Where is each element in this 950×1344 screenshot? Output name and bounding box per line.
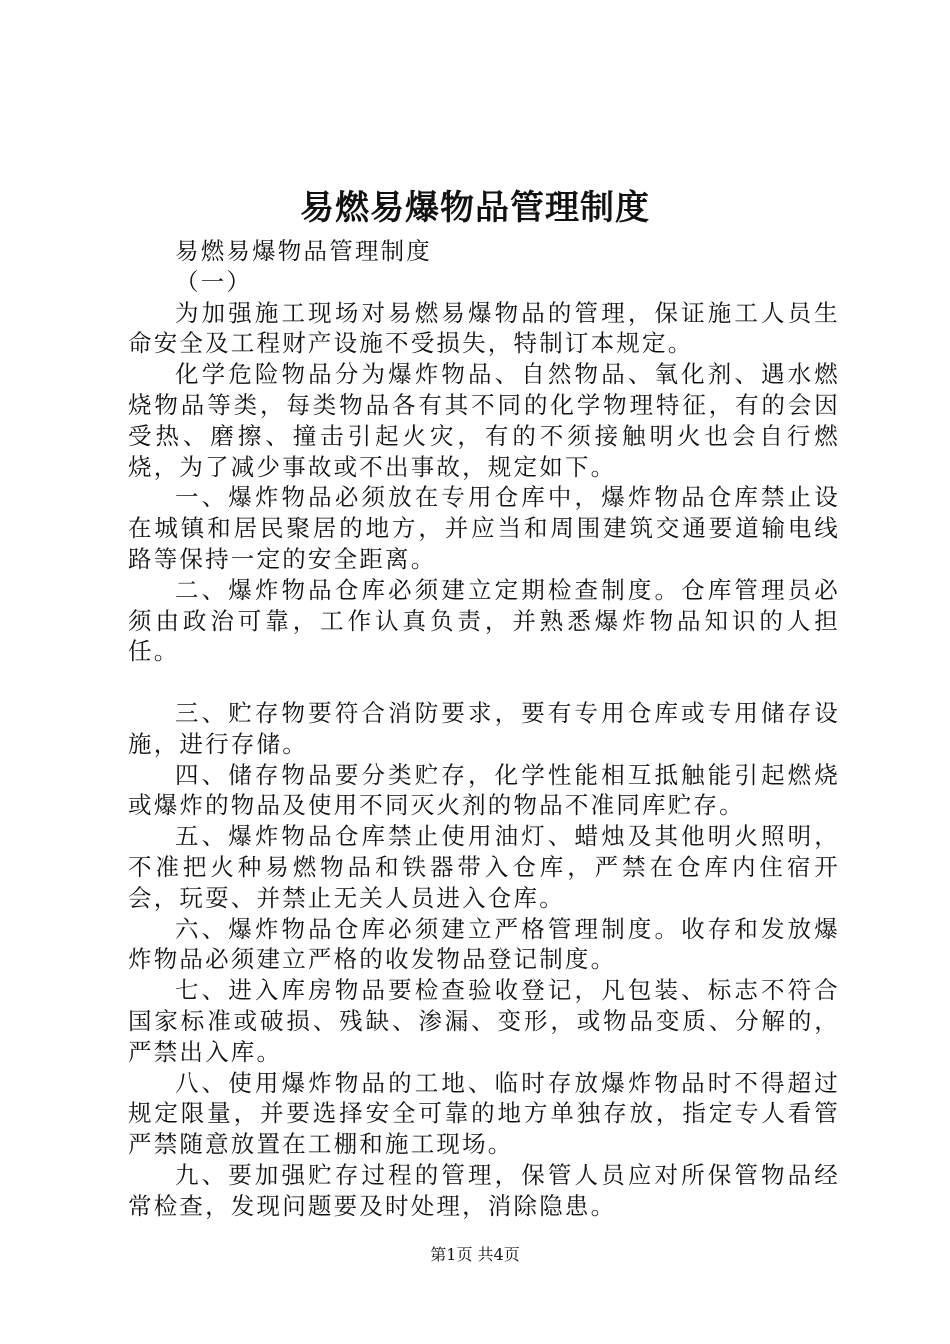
body-paragraph: 九、要加强贮存过程的管理，保管人员应对所保管物品经常检查，发现问题要及时处理，消除隐患。 (128, 1160, 840, 1220)
page-footer: 第1页 共4页 (430, 1245, 520, 1264)
body-paragraph: 一、爆炸物品必须放在专用仓库中，爆炸物品仓库禁止设在城镇和居民聚居的地方，并应当和周围建筑交通要道输电线路等保持一定的安全距离。 (128, 483, 840, 573)
body-paragraph: 为加强施工现场对易燃易爆物品的管理，保证施工人员生命安全及工程财产设施不受损失，特制订本规定。 (128, 298, 840, 358)
body-paragraph: （一） (175, 267, 253, 296)
body-paragraph: 易燃易爆物品管理制度 (175, 237, 432, 265)
body-paragraph: 三、贮存物要符合消防要求，要有专用仓库或专用储存设施，进行存储。 (128, 698, 840, 758)
blank-line (128, 667, 840, 698)
document-title: 易燃易爆物品管理制度 (300, 188, 650, 228)
body-paragraph: 六、爆炸物品仓库必须建立严格管理制度。收存和发放爆炸物品必须建立严格的收发物品登记制度。 (128, 914, 840, 974)
body-paragraph: 化学危险物品分为爆炸物品、自然物品、氧化剂、遇水燃烧物品等类，每类物品各有其不同的化学物理特征，有的会因受热、磨擦、撞击引起火灾，有的不须接触明火也会自行燃烧，为了减少事故或不出事故，规定如下。 (128, 360, 840, 481)
body-paragraph: 七、进入库房物品要检查验收登记，凡包装、标志不符合国家标准或破损、残缺、渗漏、变形，或物品变质、分解的，严禁出入库。 (128, 976, 840, 1066)
body-paragraph: 二、爆炸物品仓库必须建立定期检查制度。仓库管理员必须由政治可靠，工作认真负责，并熟悉爆炸物品知识的人担任。 (128, 575, 840, 666)
document-body (128, 236, 840, 1222)
body-paragraph: 五、爆炸物品仓库禁止使用油灯、蜡烛及其他明火照明，不准把火种易燃物品和铁器带入仓库，严禁在仓库内住宿开会，玩耍、并禁止无关人员进入仓库。 (128, 822, 840, 912)
body-paragraph: 四、储存物品要分类贮存，化学性能相互抵触能引起燃烧或爆炸的物品及使用不同灭火剂的物品不准同库贮存。 (128, 760, 840, 820)
body-paragraph: 八、使用爆炸物品的工地、临时存放爆炸物品时不得超过规定限量，并要选择安全可靠的地方单独存放，指定专人看管严禁随意放置在工棚和施工现场。 (128, 1068, 840, 1159)
